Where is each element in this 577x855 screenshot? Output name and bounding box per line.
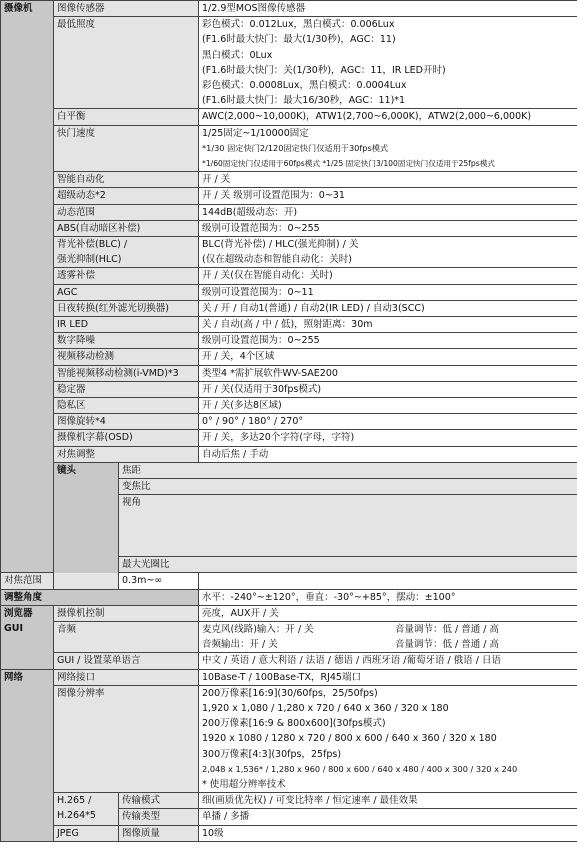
value-gui-language: 中文 / 英语 / 意大利语 / 法语 / 德语 / 西班牙语 /葡萄牙语 / 俄语 / 日语 [199, 653, 577, 669]
label-network-interface: 网络接口 [54, 669, 199, 685]
label-fog: 透雾补偿 [54, 268, 199, 284]
label-audio: 音频 [54, 621, 199, 652]
value-fog: 开 / 关(仅在智能自动化：关时) [199, 268, 577, 284]
value-network-interface: 10Base-T / 100Base-TX，RJ45端口 [199, 669, 577, 685]
audio-row [202, 622, 574, 637]
value-ir-led: 关 / 自动(高 / 中 / 低)，照射距离：30m [199, 317, 577, 333]
resolution-line: 200万像素[16:9 & 800x600](30fps模式) [202, 718, 386, 730]
value-adjust-angle: 水平：-240°~±120°，垂直：-30°~+85°，摆动：±100° [199, 589, 577, 605]
label-privacy: 隐私区 [54, 398, 199, 414]
label-rotation: 图像旋转*4 [54, 414, 199, 430]
label-min-illumination: 最低照度 [54, 17, 199, 109]
audio-mic-volume: 音量调节：低 / 普通 / 高 [395, 623, 499, 635]
label-transmission-type: 传输类型 [119, 809, 199, 825]
label-ir-led: IR LED [54, 317, 199, 333]
value-osd: 开 / 关，多达20个字符(字母，字符) [199, 430, 577, 446]
min-illum-line: (F1.6时最大快门：最大16/30秒，AGC：11)*1 [202, 95, 406, 107]
label-zoom-ratio: 变焦比 [119, 479, 577, 495]
label-field-of-view: 视角 [119, 495, 577, 557]
label-image-quality: 图像质量 [119, 825, 199, 841]
min-illum-line: 彩色模式：0.012Lux，黑白模式：0.006Lux [202, 19, 395, 31]
label-transmission-mode: 传输模式 [119, 793, 199, 809]
value-stabilizer: 开 / 关(仅适用于30fps模式) [199, 381, 577, 397]
audio-row [202, 637, 574, 652]
blc-line: BLC(背光补偿) / HLC(强光抑制) / 关 [202, 239, 359, 251]
label-dnr: 数字降噪 [54, 333, 199, 349]
label-gui-language: GUI / 设置菜单语言 [54, 653, 199, 669]
label-max-aperture: 最大光圈比 [119, 557, 577, 573]
category-lens: 镜头 [54, 462, 119, 589]
label-image-sensor: 图像传感器 [54, 1, 199, 17]
label-h265-h264 [54, 793, 119, 825]
label-agc: AGC [54, 284, 199, 300]
label-focus-range: 对焦范围 [1, 573, 119, 589]
value-agc: 级别可设置范围为：0~11 [199, 284, 577, 300]
label-smart-auto: 智能自动化 [54, 172, 199, 188]
label-shutter-speed: 快门速度 [54, 125, 199, 172]
value-shutter-speed [199, 125, 577, 172]
value-dynamic-range: 144dB(超级动态：开) [199, 204, 577, 220]
blc-label-line: 强光抑制(HLC) [57, 254, 122, 266]
shutter-line: *1/30 固定快门2/120固定快门仅适用于30fps模式 [202, 142, 389, 153]
value-vmd: 开 / 关，4个区域 [199, 349, 577, 365]
audio-mic-input: 麦克风(线路)输入：开 / 关 [202, 623, 314, 635]
category-network: 网络 [1, 669, 54, 841]
label-stabilizer: 稳定器 [54, 381, 199, 397]
value-white-balance: AWC(2,000~10,000K)，ATW1(2,700~6,000K)，ATW2(2,000~6,000K) [199, 109, 577, 125]
value-min-illumination [199, 17, 577, 109]
min-illum-line: 黑白模式：0Lux [202, 49, 273, 61]
h26x-label-line: H.265 / [57, 795, 92, 807]
value-transmission-type: 单播 / 多播 [199, 809, 577, 825]
value-smart-auto: 开 / 关 [199, 172, 577, 188]
value-privacy: 开 / 关(多达8区域) [199, 398, 577, 414]
min-illum-line: 彩色模式：0.0008Lux，黑白模式：0.0004Lux [202, 80, 407, 92]
resolution-line: 200万像素[16:9](30/60fps，25/50fps) [202, 687, 378, 699]
value-dnr: 级别可设置范围为：0~255 [199, 333, 577, 349]
value-blc-hlc [199, 237, 577, 268]
resolution-line: 300万像素[4:3](30fps，25fps) [202, 748, 342, 760]
resolution-line: * 使用超分辨率技术 [202, 778, 286, 790]
category-camera: 摄像机 [1, 1, 54, 573]
category-adjust-angle: 调整角度 [1, 589, 199, 605]
label-vmd: 视频移动检测 [54, 349, 199, 365]
blc-line: (仅在超级动态和智能自动化：关时) [202, 254, 352, 266]
browser-category-line: GUI [4, 622, 24, 634]
value-super-dynamic: 开 / 关 级别可设置范围为：0~31 [199, 188, 577, 204]
shutter-line: *1/60固定快门仅适用于60fps模式 *1/25 固定快门3/100固定快门仅适用于25fps模式 [202, 159, 495, 169]
value-image-quality: 10级 [199, 825, 577, 841]
label-osd: 摄像机字幕(OSD) [54, 430, 199, 446]
browser-category-line: 浏览器 [4, 607, 33, 619]
audio-output: 音频输出：开 / 关 [202, 639, 278, 651]
category-browser-gui [1, 605, 54, 669]
value-image-resolution [199, 685, 577, 792]
label-abs: ABS(自动暗区补偿) [54, 220, 199, 236]
label-focal-length: 焦距 [119, 462, 577, 478]
value-image-sensor: 1/2.9型MOS图像传感器 [199, 1, 577, 17]
value-focus-range: 0.3m~∞ [119, 573, 199, 589]
label-dynamic-range: 动态范围 [54, 204, 199, 220]
label-image-resolution: 图像分辨率 [54, 685, 199, 792]
label-super-dynamic: 超级动态*2 [54, 188, 199, 204]
label-focus-adjust: 对焦调整 [54, 446, 199, 462]
value-rotation: 0° / 90° / 180° / 270° [199, 414, 577, 430]
value-abs: 级别可设置范围为：0~255 [199, 220, 577, 236]
resolution-line: 2,048 x 1,536* / 1,280 x 960 / 800 x 600 / 640 x 480 / 400 x 300 / 320 x 240 [202, 763, 518, 774]
min-illum-line: (F1.6时最大快门：关(1/30秒)，AGC：11，IR LED开时) [202, 64, 446, 76]
value-camera-control: 亮度，AUX开 / 关 [199, 605, 577, 621]
audio-output-volume: 音量调节：低 / 普通 / 高 [395, 639, 499, 651]
min-illum-line: (F1.6时最大快门：最大(1/30秒)，AGC：11) [202, 34, 396, 46]
value-focus-adjust: 自动后焦 / 手动 [199, 446, 577, 462]
blc-label-line: 背光补偿(BLC) / [57, 239, 128, 251]
label-jpeg: JPEG [54, 825, 119, 841]
resolution-line: 1920 x 1080 / 1280 x 720 / 800 x 600 / 640 x 360 / 320 x 180 [202, 733, 497, 745]
label-camera-control: 摄像机控制 [54, 605, 199, 621]
value-transmission-mode: 细(画质优先权) / 可变比特率 / 恒定速率 / 最佳效果 [199, 793, 577, 809]
h26x-label-line: H.264*5 [57, 810, 96, 822]
value-audio [199, 621, 577, 652]
label-blc-hlc [54, 237, 199, 268]
label-white-balance: 白平衡 [54, 109, 199, 125]
label-day-night: 日夜转换(红外滤光切换器) [54, 300, 199, 316]
value-day-night: 关 / 开 / 自动1(普通) / 自动2(IR LED) / 自动3(SCC) [199, 300, 577, 316]
value-ivmd: 类型4 *需扩展软件WV-SAE200 [199, 365, 577, 381]
label-ivmd: 智能视频移动检测(i-VMD)*3 [54, 365, 199, 381]
shutter-line: 1/25固定~1/10000固定 [202, 127, 309, 139]
resolution-line: 1,920 x 1,080 / 1,280 x 720 / 640 x 360 / 320 x 180 [202, 702, 449, 714]
